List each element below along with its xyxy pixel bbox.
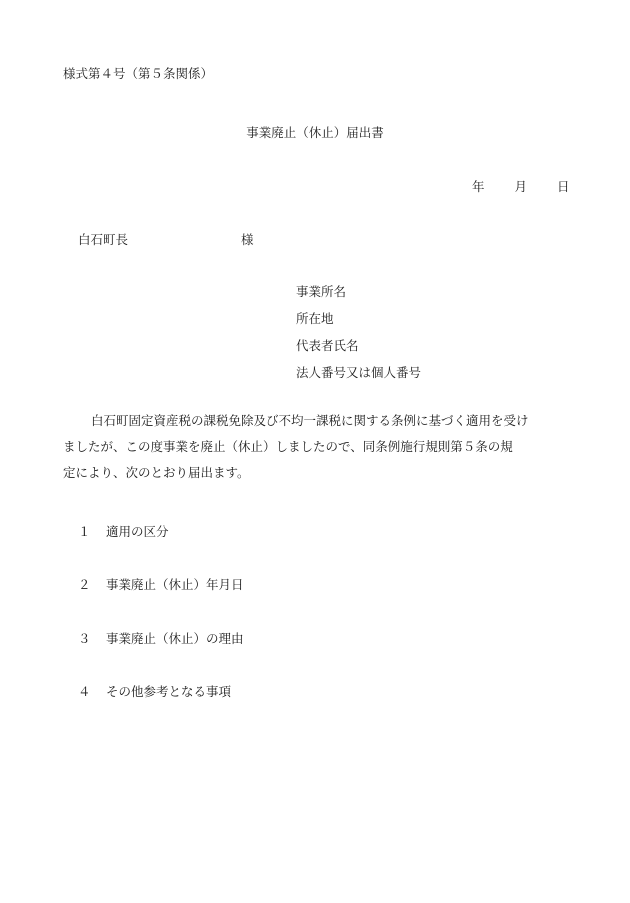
applicant-field-address: 所在地 (296, 311, 334, 326)
applicant-field-office-name: 事業所名 (296, 284, 347, 299)
list-item (78, 686, 231, 699)
item-number: ３ (78, 631, 91, 646)
body-line: ましたが、この度事業を廃止（休止）しましたので、同条例施行規則第５条の規 (63, 439, 513, 454)
item-label: 事業廃止（休止）の理由 (106, 631, 244, 646)
date-month-label: 月 (514, 179, 528, 194)
applicant-field-representative: 代表者氏名 (296, 338, 359, 353)
item-number: １ (78, 524, 91, 539)
body-paragraph (63, 408, 576, 486)
addressee-honorific: 様 (241, 232, 254, 247)
list-item (78, 579, 244, 592)
applicant-field-corporate-number: 法人番号又は個人番号 (296, 365, 422, 380)
list-item (78, 526, 169, 539)
item-number: ４ (78, 684, 91, 699)
form-number: 様式第４号（第５条関係） (63, 66, 214, 81)
body-line: 白石町固定資産税の課税免除及び不均一課税に関する条例に基づく適用を受け (91, 413, 529, 428)
list-item (78, 633, 244, 646)
date-line (472, 181, 570, 194)
date-day-label: 日 (557, 179, 570, 194)
document-title: 事業廃止（休止）届出書 (246, 125, 384, 140)
addressee-name: 白石町長 (78, 232, 129, 247)
body-line: 定により、次のとおり届出ます。 (63, 465, 250, 480)
item-number: ２ (78, 577, 91, 592)
item-label: 適用の区分 (106, 524, 169, 539)
item-label: その他参考となる事項 (106, 684, 232, 699)
date-year-label: 年 (472, 179, 485, 194)
item-label: 事業廃止（休止）年月日 (106, 577, 244, 592)
